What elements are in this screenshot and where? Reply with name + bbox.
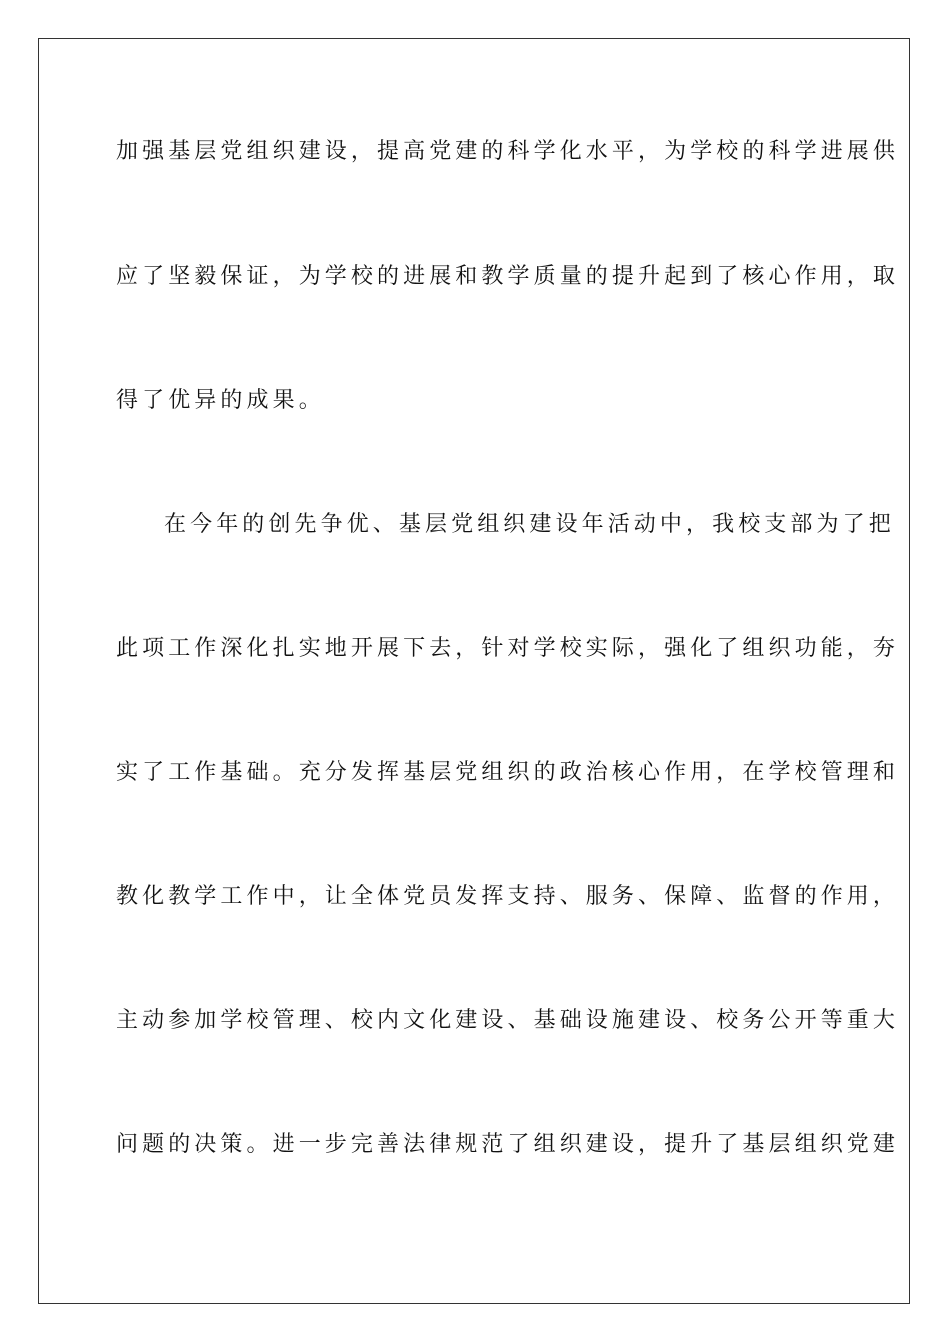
body-text-line: 问题的决策。进一步完善法律规范了组织建设，提升了基层组织党建 (116, 1132, 900, 1157)
body-text-line: 应了坚毅保证，为学校的进展和教学质量的提升起到了核心作用，取 (116, 264, 900, 289)
body-text-line: 加强基层党组织建设，提高党建的科学化水平，为学校的科学进展供 (116, 139, 900, 164)
body-text-line: 教化教学工作中，让全体党员发挥支持、服务、保障、监督的作用， (116, 884, 900, 909)
body-text-line: 此项工作深化扎实地开展下去，针对学校实际，强化了组织功能，夯 (116, 636, 900, 661)
body-text-line: 主动参加学校管理、校内文化建设、基础设施建设、校务公开等重大 (116, 1008, 900, 1033)
body-text-line: 得了优异的成果。 (116, 388, 325, 413)
page-frame (38, 38, 910, 1304)
paragraph-first-line: 在今年的创先争优、基层党组织建设年活动中，我校支部为了把 (164, 512, 895, 537)
body-text-line: 实了工作基础。充分发挥基层党组织的政治核心作用，在学校管理和 (116, 760, 900, 785)
